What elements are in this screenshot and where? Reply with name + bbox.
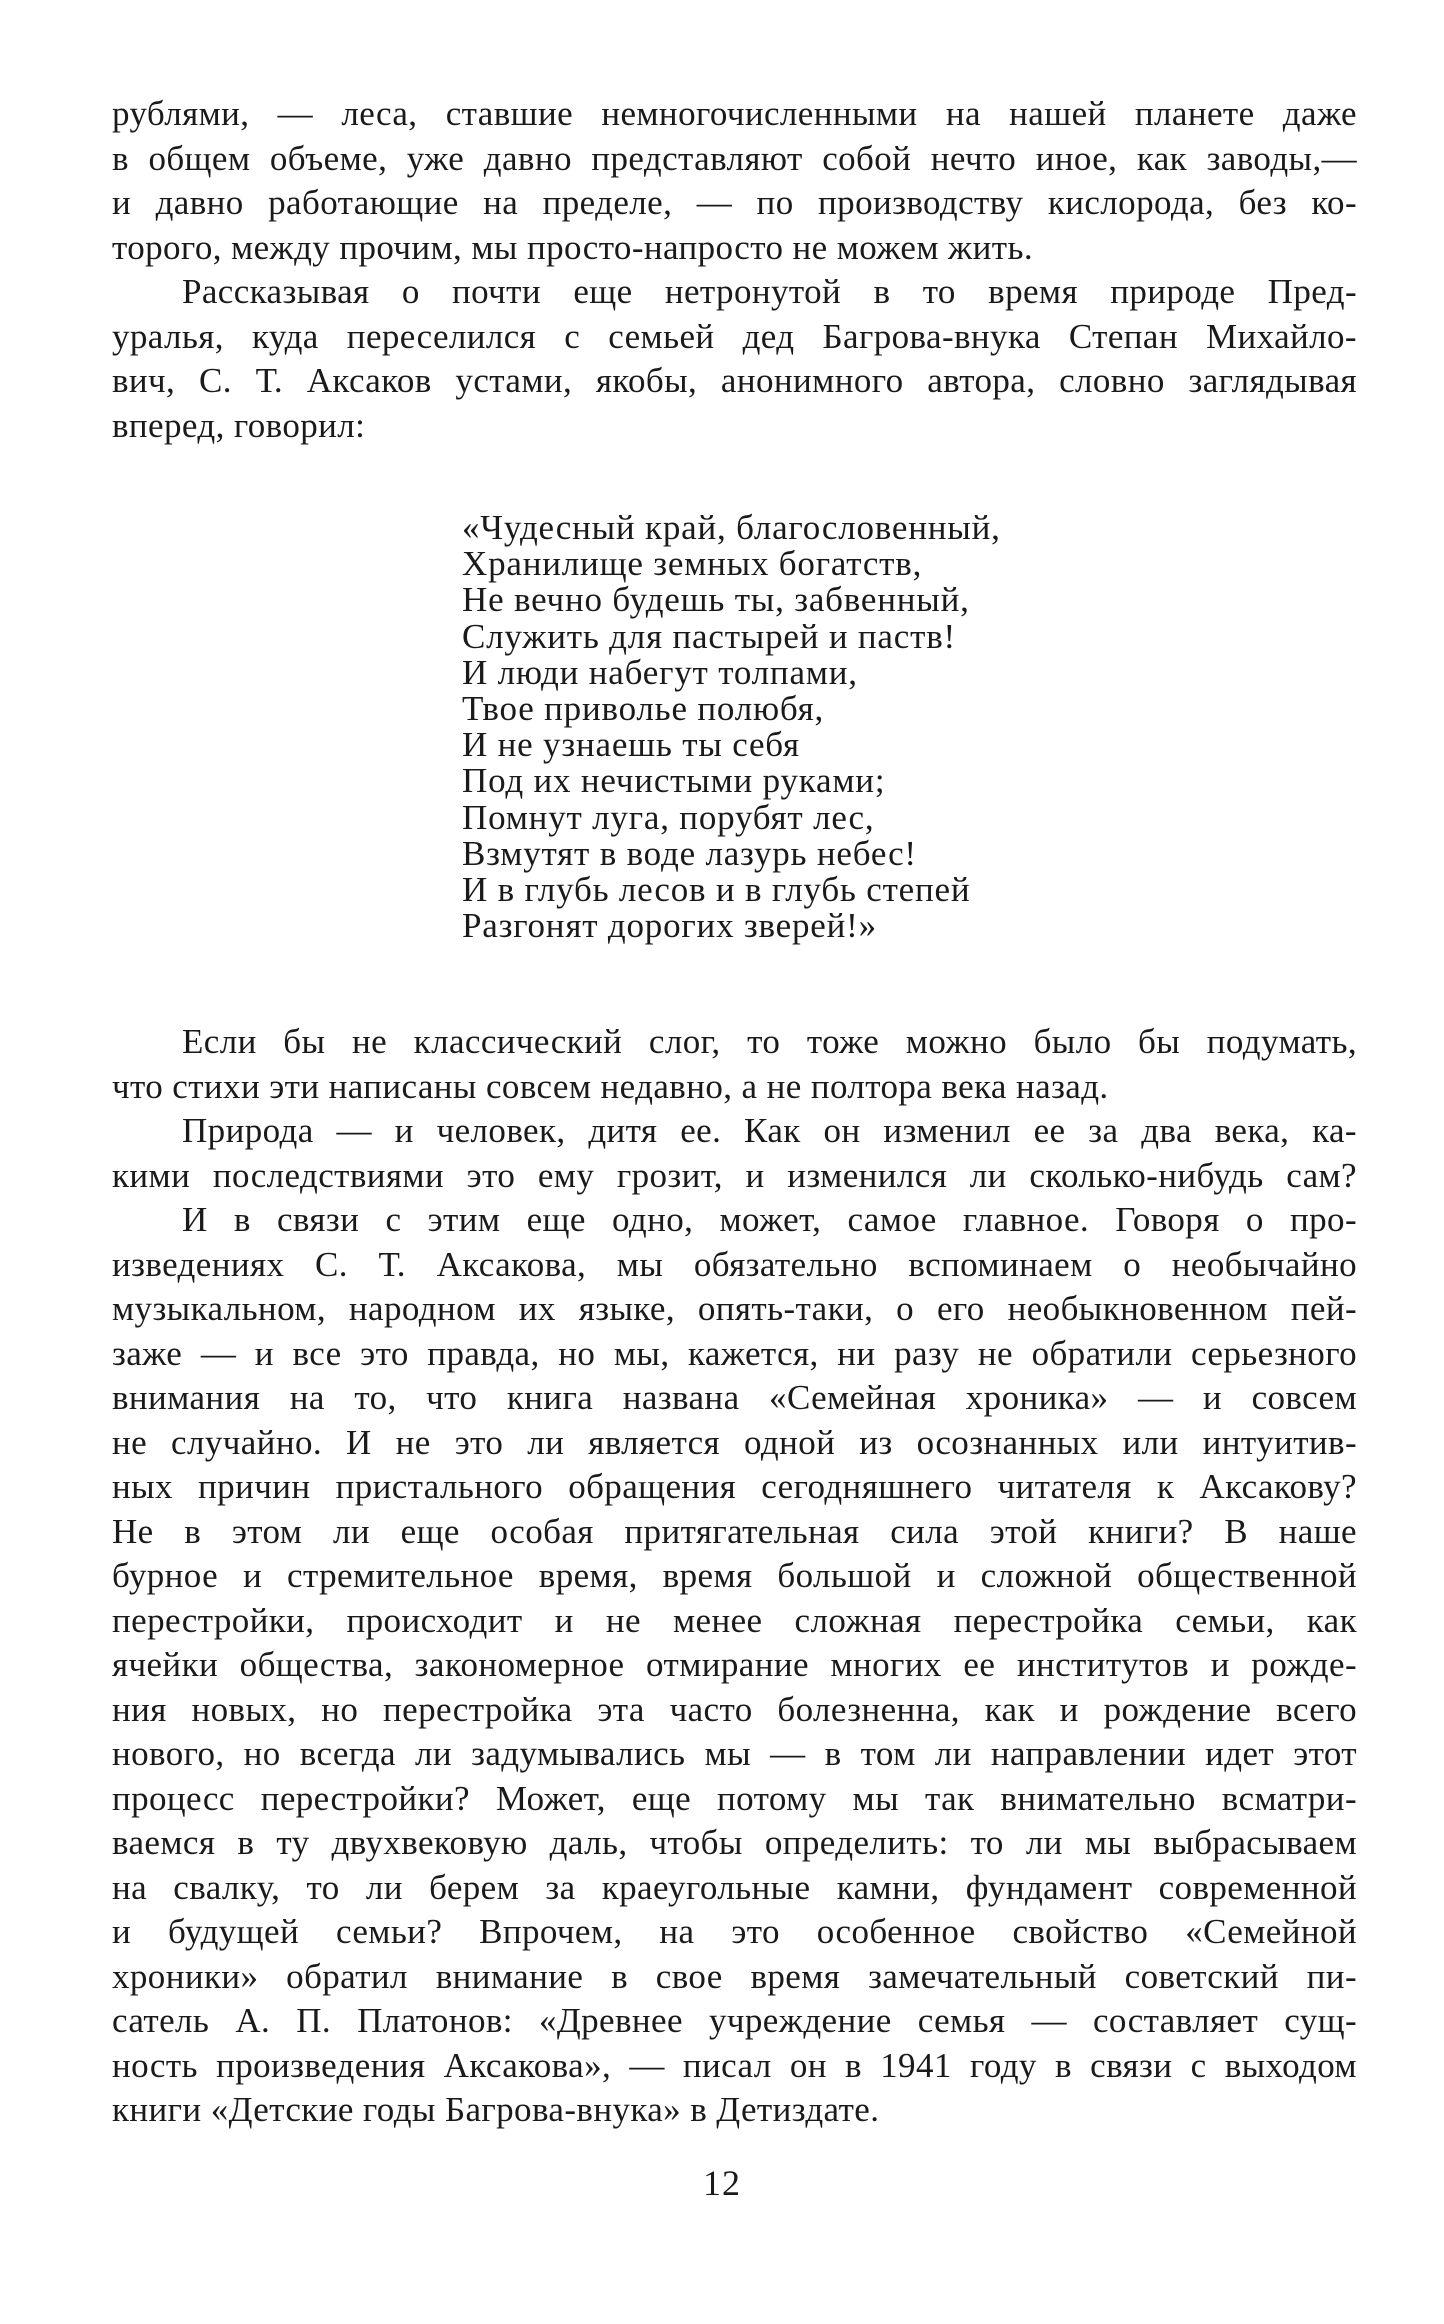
text-line: на свалку, то ли берем за краеугольные камни, фундамент современной	[112, 1867, 1357, 1907]
poem-line: Хранилище земных богатств,	[462, 544, 923, 584]
text-line: ячейки общества, закономерное отмирание многих ее институтов и рожде-	[112, 1645, 1357, 1684]
text-line: хроники» обратил внимание в свое время замечательный советский пи-	[112, 1956, 1357, 1996]
poem-line: Служить для пастырей и паств!	[462, 616, 956, 656]
text-line: ваемся в ту двухвековую даль, чтобы определить: то ли мы выбрасываем	[112, 1823, 1357, 1862]
text-line: уралья, куда переселился с семьей дед Багрова-внука Степан Михайло-	[112, 316, 1357, 356]
text-line: процесс перестройки? Может, еще потому мы так внимательно всматри-	[112, 1778, 1357, 1818]
text-line: внимания на то, что книга названа «Семейная хроника» — и совсем	[112, 1378, 1357, 1417]
text-line: нового, но всегда ли задумывались мы — в том ли направлении идет этот	[112, 1734, 1357, 1773]
text-block-bottom	[112, 1020, 1357, 2133]
text-line: что стихи эти написаны совсем недавно, а не полтора века назад.	[112, 1066, 1109, 1106]
text-line: и давно работающие на пределе, — по производству кислорода, без ко-	[112, 183, 1357, 222]
text-line: И в связи с этим еще одно, может, самое главное. Говоря о про-	[182, 1200, 1357, 1239]
poem-line: Разгонят дорогих зверей!»	[462, 906, 877, 946]
poem-line: Под их нечистыми руками;	[462, 761, 886, 801]
text-line: перестройки, происходит и не менее сложная перестройка семьи, как	[112, 1600, 1357, 1640]
poem-line: И в глубь лесов и в глубь степей	[462, 869, 971, 909]
text-line: кими последствиями это ему грозит, и изменился ли сколько-нибудь сам?	[112, 1155, 1357, 1195]
text-line: сатель А. П. Платонов: «Древнее учреждение семья — составляет сущ-	[112, 2001, 1357, 2040]
text-block-top	[112, 92, 1357, 448]
paragraph	[112, 270, 1357, 448]
poem-quote	[462, 510, 1001, 944]
text-line: ния новых, но перестройка эта часто болезненна, как и рождение всего	[112, 1689, 1357, 1729]
poem-line: Твое приволье полюбя,	[462, 688, 825, 728]
text-line: ность произведения Аксакова», — писал он в 1941 году в связи с выходом	[112, 2045, 1357, 2085]
poem-line: «Чудесный край, благословенный,	[462, 508, 1001, 547]
text-line: вич, С. Т. Аксаков устами, якобы, анонимного автора, словно заглядывая	[112, 361, 1357, 400]
text-line: Не в этом ли еще особая притягательная сила этой книги? В наше	[112, 1511, 1357, 1551]
text-line: Рассказывая о почти еще нетронутой в то время природе Пред-	[182, 272, 1357, 311]
poem-line: Не вечно будешь ты, забвенный,	[462, 580, 970, 620]
text-line: рублями, — леса, ставшие немногочисленными на нашей планете даже	[112, 94, 1357, 133]
text-line: изведениях С. Т. Аксакова, мы обязательно вспоминаем о необычайно	[112, 1244, 1357, 1284]
poem-line: Взмутят в воде лазурь небес!	[462, 833, 917, 873]
text-line: Если бы не классический слог, то тоже можно было бы подумать,	[182, 1022, 1357, 1061]
text-line: торого, между прочим, мы просто-напросто не можем жить.	[112, 227, 1033, 267]
paragraph	[112, 1198, 1357, 2133]
paragraph	[112, 1109, 1357, 1198]
text-line: и будущей семьи? Впрочем, на это особенное свойство «Семейной	[112, 1912, 1357, 1951]
text-line: ных причин пристального обращения сегодняшнего читателя к Аксакову?	[112, 1467, 1357, 1506]
poem-line: И не узнаешь ты себя	[462, 725, 800, 765]
text-line: музыкальном, народном их языке, опять-таки, о его необыкновенном пей-	[112, 1289, 1357, 1328]
poem-line: Помнут луга, порубят лес,	[462, 797, 875, 837]
text-line: вперед, говорил:	[112, 405, 366, 445]
text-line: не случайно. И не это ли является одной из осознанных или интуитив-	[112, 1422, 1357, 1462]
page-number: 12	[703, 2163, 741, 2203]
poem-line: И люди набегут толпами,	[462, 652, 858, 692]
text-line: в общем объеме, уже давно представляют собой нечто иное, как заводы,—	[112, 138, 1357, 178]
paragraph	[112, 92, 1357, 270]
text-line: Природа — и человек, дитя ее. Как он изменил ее за два века, ка-	[182, 1111, 1357, 1150]
paragraph	[112, 1020, 1357, 1109]
text-line: книги «Детские годы Багрова-внука» в Детиздате.	[112, 2090, 880, 2129]
text-line: бурное и стремительное время, время большой и сложной общественной	[112, 1556, 1357, 1595]
text-line: заже — и все это правда, но мы, кажется, ни разу не обратили серьезного	[112, 1333, 1357, 1373]
